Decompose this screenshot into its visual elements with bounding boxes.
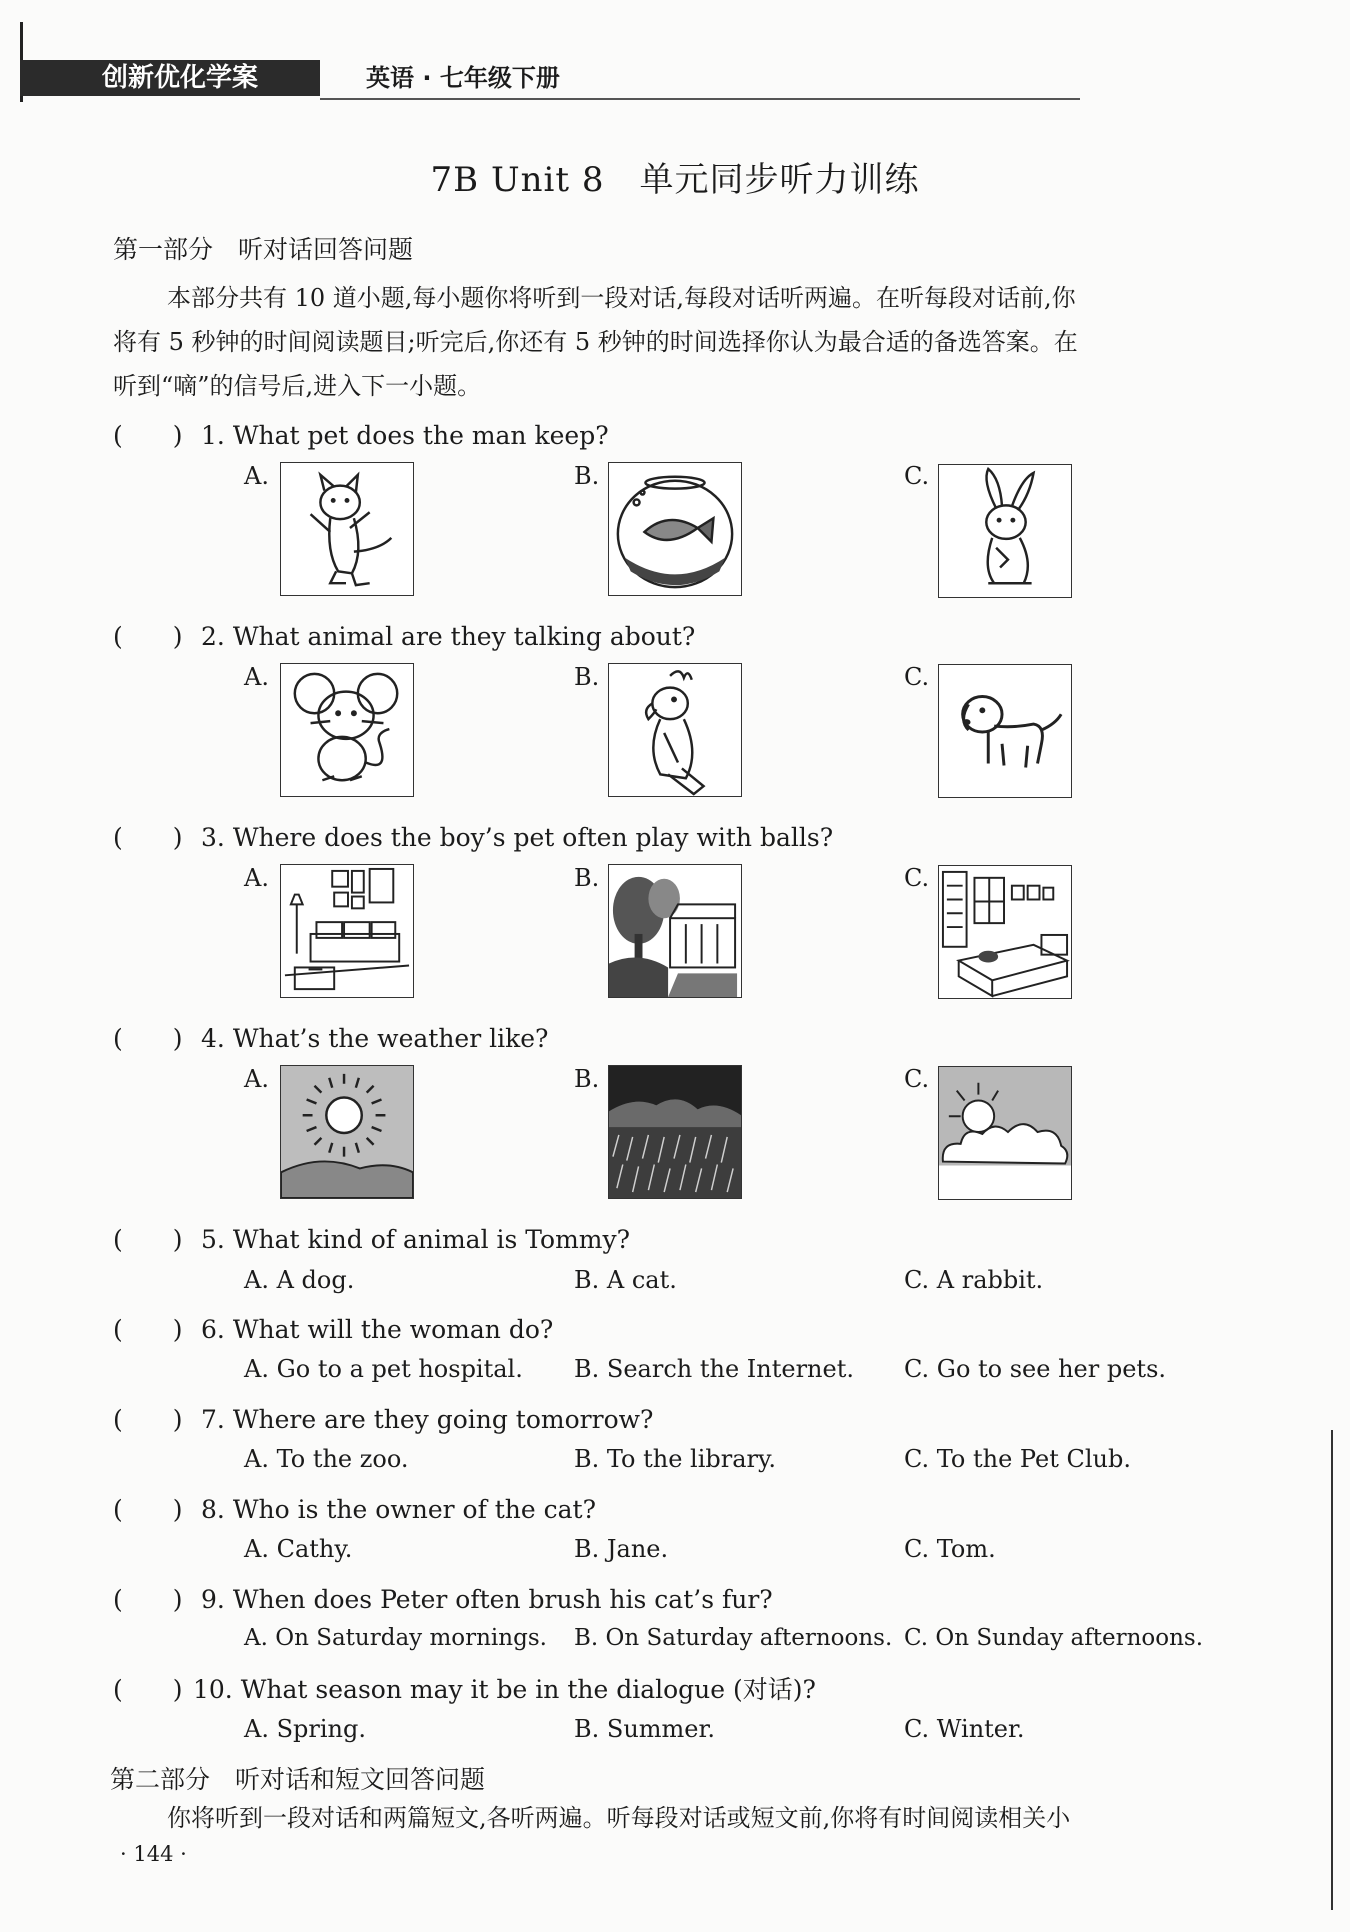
answer-blank[interactable]: ( ) — [113, 823, 183, 852]
question-number: 5. — [201, 1225, 225, 1254]
option-a[interactable]: A. To the zoo. — [244, 1445, 409, 1473]
option-a[interactable]: A. Spring. — [244, 1715, 366, 1743]
question-text: Where does the boy’s pet often play with balls? — [232, 823, 834, 852]
question-8 — [113, 1490, 596, 1526]
question-number: 2. — [201, 622, 225, 651]
option-b[interactable]: B. Summer. — [574, 1715, 715, 1743]
cloudy-icon[interactable] — [938, 1066, 1072, 1200]
option-label: B. — [574, 1065, 600, 1093]
answer-blank[interactable]: ( ) — [113, 1405, 183, 1434]
option-label: B. — [574, 864, 600, 892]
question-9 — [113, 1580, 773, 1616]
option-b[interactable]: B. To the library. — [574, 1445, 777, 1473]
question-text: What pet does the man keep? — [232, 421, 609, 450]
answer-blank[interactable]: ( ) — [113, 1675, 183, 1704]
question-number: 7. — [201, 1405, 225, 1434]
brand-banner: 创新优化学案 — [20, 60, 320, 96]
option-c[interactable]: C. Tom. — [904, 1535, 996, 1563]
question-text: What animal are they talking about? — [232, 622, 696, 651]
option-b[interactable]: B. Search the Internet. — [574, 1355, 854, 1383]
question-number: 4. — [201, 1024, 225, 1053]
instruction-line: 本部分共有 10 道小题,每小题你将听到一段对话,每段对话听两遍。在听每段对话前,你 — [167, 284, 1076, 312]
option-b[interactable]: B. On Saturday afternoons. — [574, 1625, 893, 1651]
header-rule — [320, 98, 1080, 100]
question-number: 6. — [201, 1315, 225, 1344]
option-label: A. — [244, 1065, 269, 1093]
option-c[interactable]: C. Winter. — [904, 1715, 1025, 1743]
subject-label: 英语 · 七年级下册 — [366, 64, 560, 92]
garden-icon[interactable] — [608, 864, 742, 998]
instruction-line: 你将听到一段对话和两篇短文,各听两遍。听每段对话或短文前,你将有时间阅读相关小 — [167, 1804, 1071, 1832]
instruction-line: 将有 5 秒钟的时间阅读题目;听完后,你还有 5 秒钟的时间选择你认为最合适的备选答案。在 — [113, 328, 1078, 356]
answer-blank[interactable]: ( ) — [113, 1225, 183, 1254]
rabbit-icon[interactable] — [938, 464, 1072, 598]
question-text: Where are they going tomorrow? — [232, 1405, 654, 1434]
option-label: C. — [904, 1065, 930, 1093]
question-text: What’s the weather like? — [232, 1024, 549, 1053]
question-text: When does Peter often brush his cat’s fur? — [232, 1585, 773, 1614]
question-4 — [113, 1019, 548, 1055]
option-label: C. — [904, 663, 930, 691]
sunny-icon[interactable] — [280, 1065, 414, 1199]
fishbowl-icon[interactable] — [608, 462, 742, 596]
question-text: What season may it be in the dialogue (对话)? — [240, 1675, 816, 1704]
question-2 — [113, 617, 695, 653]
part2-heading: 第二部分 听对话和短文回答问题 — [110, 1765, 486, 1794]
option-b[interactable]: B. A cat. — [574, 1266, 677, 1294]
answer-blank[interactable]: ( ) — [113, 1315, 183, 1344]
cat-icon[interactable] — [280, 462, 414, 596]
answer-blank[interactable]: ( ) — [113, 1585, 183, 1614]
part1-instructions — [113, 276, 1243, 408]
part2-intro — [113, 1796, 1243, 1840]
question-text: Who is the owner of the cat? — [232, 1495, 597, 1524]
question-text: What kind of animal is Tommy? — [232, 1225, 631, 1254]
option-label: B. — [574, 462, 600, 490]
option-b[interactable]: B. Jane. — [574, 1535, 669, 1563]
question-number: 1. — [201, 421, 225, 450]
option-a[interactable]: A. A dog. — [244, 1266, 355, 1294]
page-number: · 144 · — [120, 1842, 187, 1866]
part1-heading: 第一部分 听对话回答问题 — [113, 235, 414, 264]
option-label: C. — [904, 462, 930, 490]
mouse-icon[interactable] — [280, 663, 414, 797]
option-c[interactable]: C. On Sunday afternoons. — [904, 1625, 1204, 1651]
option-c[interactable]: C. A rabbit. — [904, 1266, 1044, 1294]
dog-icon[interactable] — [938, 664, 1072, 798]
question-6 — [113, 1310, 553, 1346]
option-a[interactable]: A. Cathy. — [244, 1535, 353, 1563]
question-number: 8. — [201, 1495, 225, 1524]
option-label: B. — [574, 663, 600, 691]
instruction-line: 听到“嘀”的信号后,进入下一小题。 — [113, 372, 482, 400]
option-label: A. — [244, 663, 269, 691]
question-7 — [113, 1400, 653, 1436]
question-10 — [113, 1670, 816, 1706]
option-c[interactable]: C. To the Pet Club. — [904, 1445, 1131, 1473]
page-edge — [1331, 1430, 1333, 1910]
rainy-icon[interactable] — [608, 1065, 742, 1199]
answer-blank[interactable]: ( ) — [113, 622, 183, 651]
bedroom-icon[interactable] — [938, 865, 1072, 999]
answer-blank[interactable]: ( ) — [113, 1495, 183, 1524]
option-a[interactable]: A. On Saturday mornings. — [244, 1625, 547, 1651]
parrot-icon[interactable] — [608, 663, 742, 797]
question-3 — [113, 818, 833, 854]
question-number: 9. — [201, 1585, 225, 1614]
option-label: C. — [904, 864, 930, 892]
answer-blank[interactable]: ( ) — [113, 421, 183, 450]
page-title: 7B Unit 8 单元同步听力训练 — [430, 160, 920, 200]
option-label: A. — [244, 864, 269, 892]
option-label: A. — [244, 462, 269, 490]
option-c[interactable]: C. Go to see her pets. — [904, 1355, 1167, 1383]
question-1 — [113, 416, 609, 452]
question-number: 3. — [201, 823, 225, 852]
question-number: 10. — [193, 1675, 233, 1704]
question-5 — [113, 1220, 630, 1256]
living-room-icon[interactable] — [280, 864, 414, 998]
question-text: What will the woman do? — [232, 1315, 554, 1344]
option-a[interactable]: A. Go to a pet hospital. — [244, 1355, 523, 1383]
answer-blank[interactable]: ( ) — [113, 1024, 183, 1053]
